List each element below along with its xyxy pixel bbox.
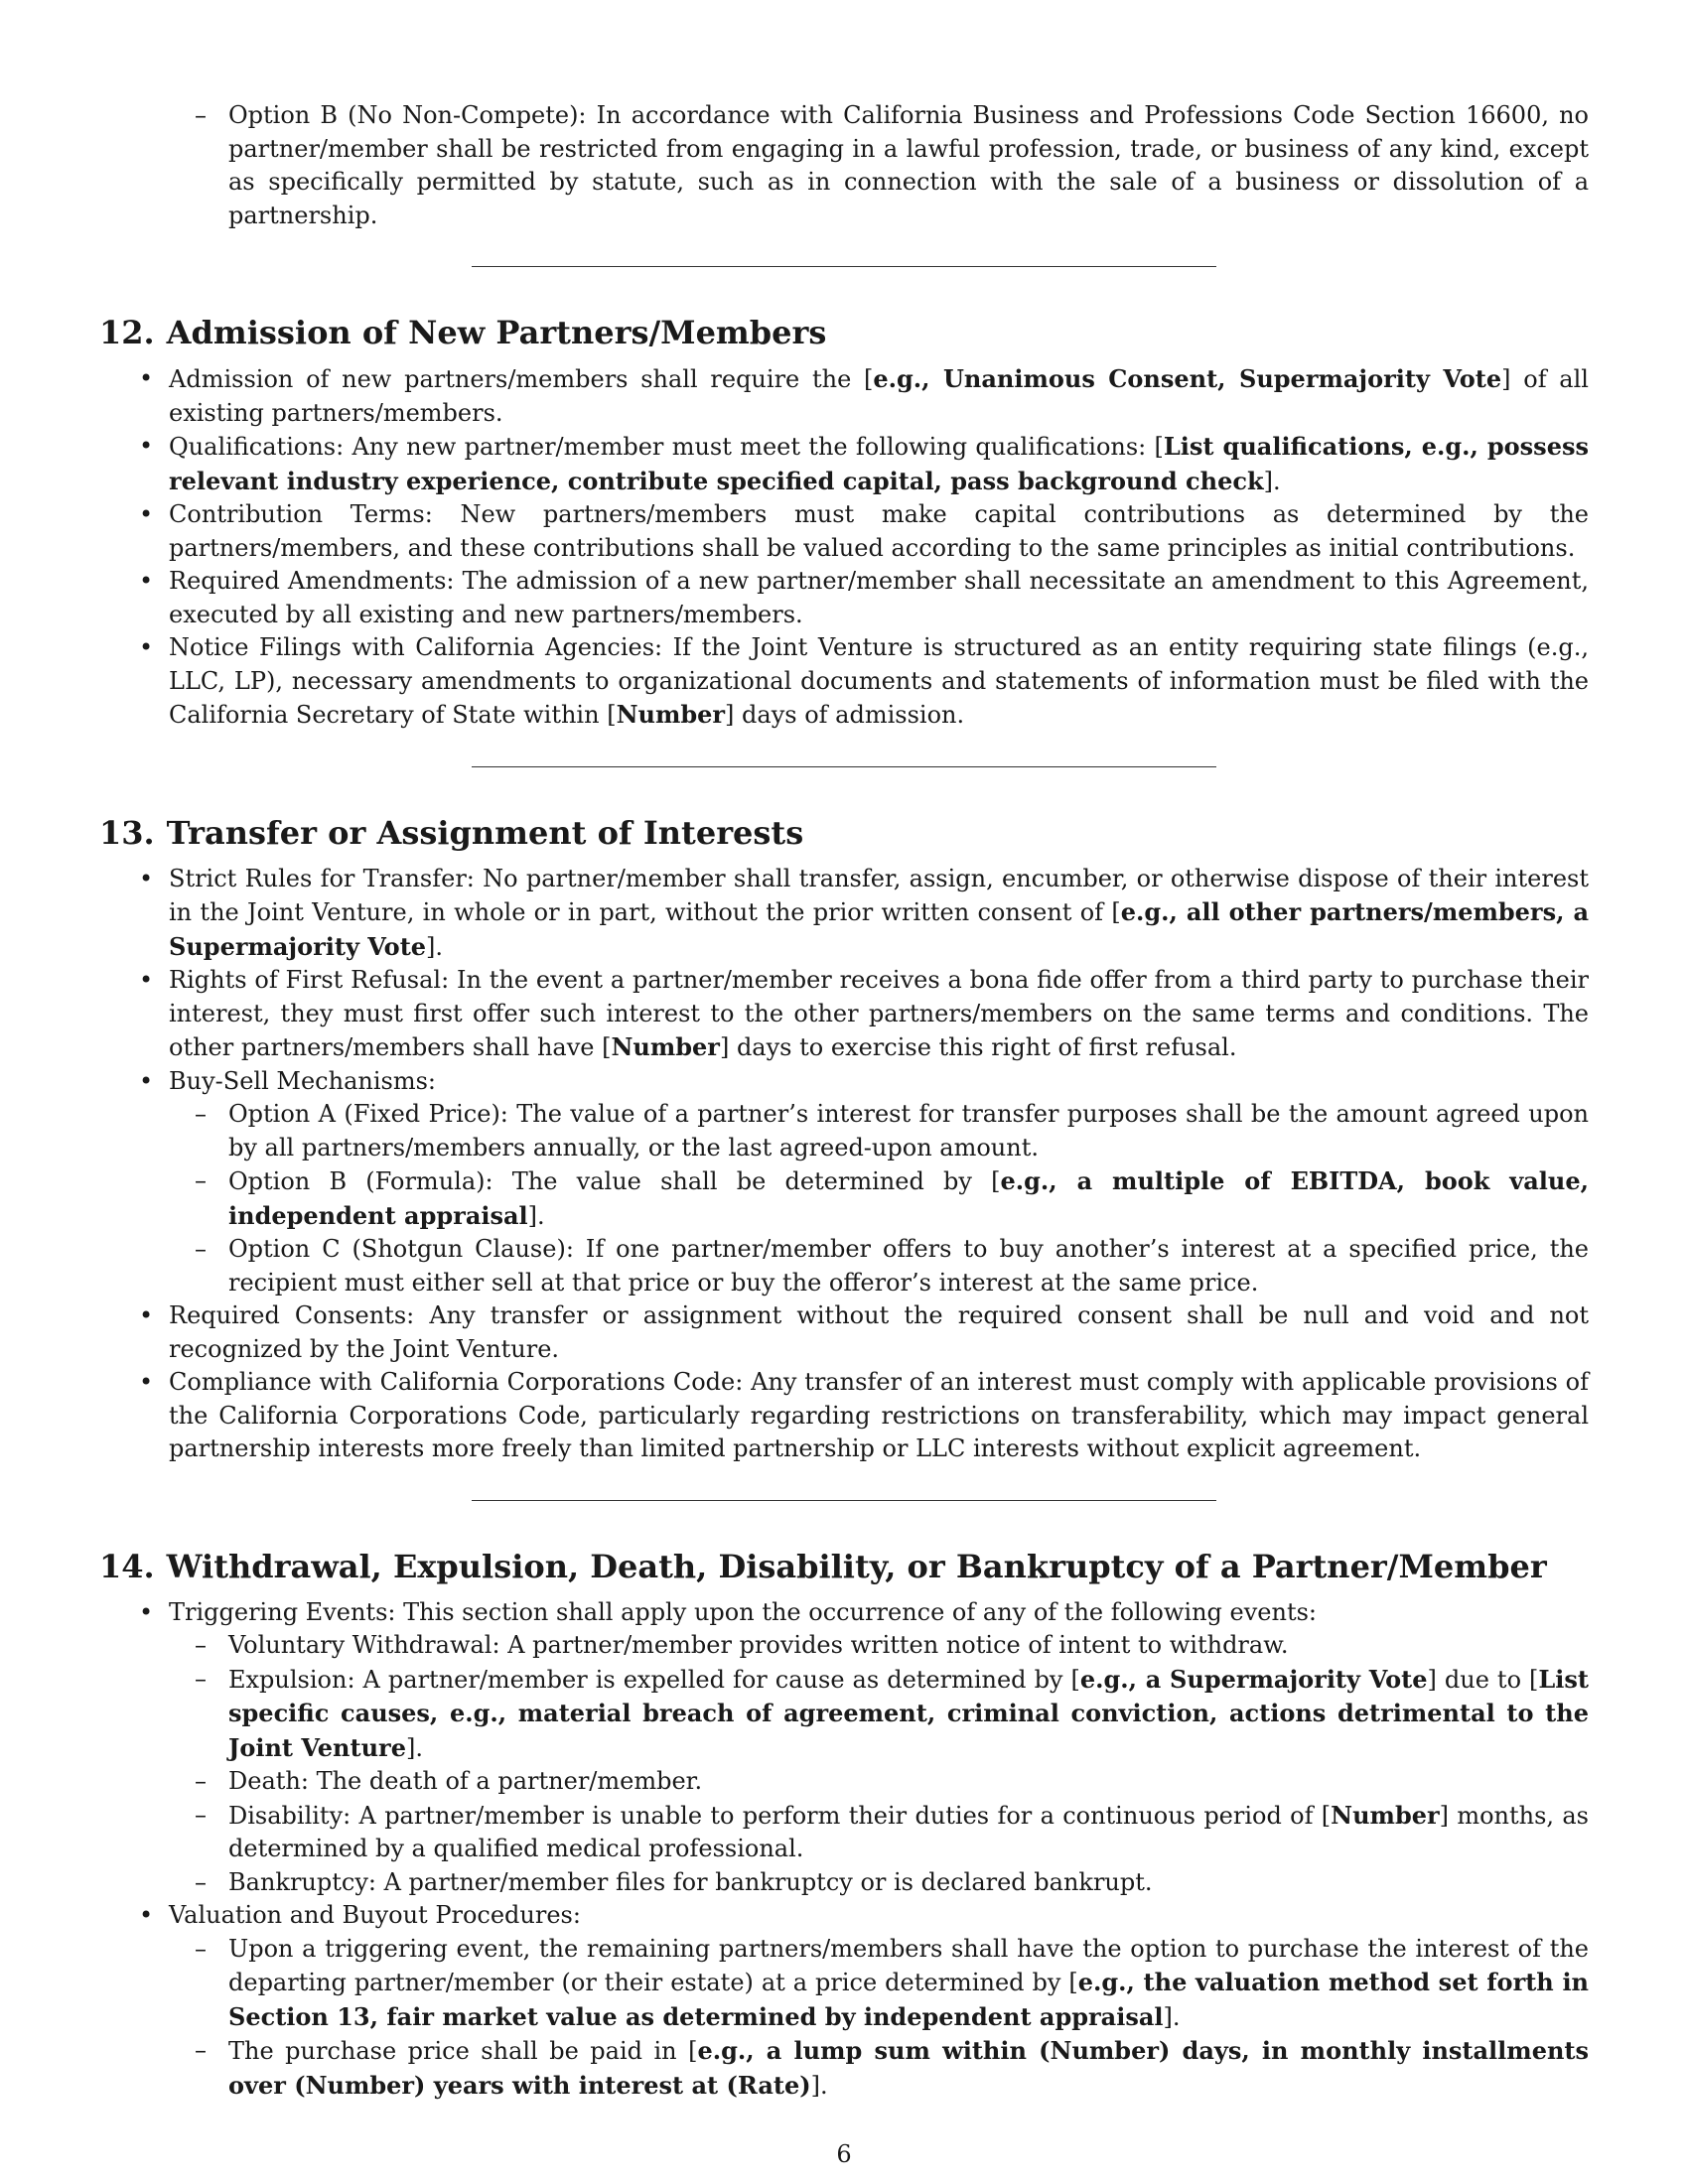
text: Option C (Shotgun Clause): If one partner/member offers to buy another’s interest at a specified price, the recipient must either sell at that price or buy the offeror’s interest at the same price. (228, 1235, 1589, 1297)
text: Required Consents: Any transfer or assignment without the required consent shall be null and void and not recognized by the Joint Venture. (169, 1301, 1589, 1363)
text: ] months, as determined by a qualified medical professional. (228, 1801, 1589, 1862)
text: Voluntary Withdrawal: A partner/member provides written notice of intent to withdraw. (228, 1631, 1289, 1659)
list-item (169, 362, 1589, 430)
section-title: Transfer or Assignment of Interests (166, 813, 804, 852)
section-title: Admission of New Partners/Members (166, 314, 827, 351)
sub-list (169, 1098, 1589, 1299)
text: ]. (405, 1733, 423, 1762)
bullet-list (99, 863, 1589, 1466)
bullet-list (99, 362, 1589, 733)
list-item (169, 430, 1589, 498)
text: ] days to exercise this right of first refusal. (719, 1033, 1237, 1061)
bullet-list (99, 1596, 1589, 2104)
sub-list-item (228, 1765, 1589, 1799)
section-number: 13. (99, 813, 155, 852)
section-title: Withdrawal, Expulsion, Death, Disability, or Bankruptcy of a Partner/Member (166, 1547, 1547, 1585)
placeholder-text: Number (611, 1032, 720, 1061)
text: Strict Rules for Transfer: No partner/member shall transfer, assign, encumber, or otherwise dispose of their interest in the Joint Venture, in whole or in part, without the prior written consent of [ (169, 864, 1589, 926)
placeholder-text: e.g., all other partners/members, a Supermajority Vote (169, 897, 1590, 961)
list-item (169, 1596, 1589, 1900)
list-item (169, 964, 1589, 1065)
text: ] of all existing partners/members. (169, 365, 1589, 427)
list-item (169, 1065, 1589, 1300)
sub-list-item (228, 1098, 1589, 1164)
sub-list-item (228, 1866, 1589, 1900)
list-item (169, 1899, 1589, 2103)
text: Rights of First Refusal: In the event a partner/member receives a bona fide offer from a third party to purchase their interest, they must first offer such interest to the other partners/members on the same terms and conditions. The other partners/members shall have [ (169, 966, 1589, 1061)
text: ]. (1163, 2002, 1181, 2031)
section-heading-13 (99, 813, 1589, 853)
section-divider (472, 766, 1216, 767)
text: The purchase price shall be paid in [ (228, 2037, 698, 2065)
text: ]. (1263, 467, 1281, 495)
option-b-text: Option B (No Non-Compete): In accordance with California Business and Professions Code Section 16600, no partner/member shall be restricted from engaging in a lawful profession, trade, or business of any kind, except as specifically permitted by statute, such as in connection with the sale of a business or dissolution of a partnership. (228, 101, 1589, 229)
placeholder-text: List specific causes, e.g., material breach of agreement, criminal conviction, actions detrimental to the Joint Venture (228, 1664, 1590, 1762)
placeholder-text: e.g., Unanimous Consent, Supermajority Vote (873, 364, 1502, 393)
text: ] due to [ (1427, 1665, 1539, 1694)
text: Triggering Events: This section shall apply upon the occurrence of any of the following events: (169, 1597, 1317, 1626)
list-item (169, 565, 1589, 631)
text: Bankruptcy: A partner/member files for bankruptcy or is declared bankrupt. (228, 1867, 1153, 1896)
sub-list (169, 1933, 1589, 2104)
list-item (169, 631, 1589, 733)
section-number: 14. (99, 1547, 155, 1585)
text: Qualifications: Any new partner/member must meet the following qualifications: [ (169, 433, 1164, 461)
sub-list-item (228, 1799, 1589, 1866)
text: ]. (426, 932, 444, 961)
placeholder-text: Number (1331, 1800, 1440, 1830)
option-list (99, 99, 1589, 232)
section-heading-14 (99, 1547, 1589, 1586)
placeholder-text: Number (616, 700, 726, 729)
page-content (99, 99, 1589, 2103)
page-number: 6 (836, 2140, 852, 2168)
text: Option B (Formula): The value shall be determined by [ (228, 1167, 1001, 1195)
sub-list-item (228, 1164, 1589, 1233)
text: Upon a triggering event, the remaining partners/members shall have the option to purchase the interest of the departing partner/member (or their estate) at a price determined by [ (228, 1934, 1589, 1996)
sub-list-item (228, 1629, 1589, 1663)
text: Expulsion: A partner/member is expelled for cause as determined by [ (228, 1665, 1080, 1694)
list-item (169, 1299, 1589, 1366)
sub-list-item (228, 1663, 1589, 1766)
list-item (169, 863, 1589, 965)
placeholder-text: e.g., a lump sum within (Number) days, in monthly installments over (Number) years with interest at (Rate) (228, 2036, 1590, 2100)
text: Admission of new partners/members shall require the [ (169, 365, 874, 393)
section-divider (472, 1500, 1216, 1501)
placeholder-text: e.g., a multiple of EBITDA, book value, independent appraisal (228, 1166, 1589, 1230)
sub-list-item (228, 1933, 1589, 2035)
text: Death: The death of a partner/member. (228, 1767, 703, 1795)
list-item (169, 1366, 1589, 1466)
sub-list (169, 1629, 1589, 1899)
text: ] days of admission. (725, 701, 965, 729)
section-number: 12. (99, 314, 155, 351)
text: Contribution Terms: New partners/members must make capital contributions as determined by the partners/members, and these contributions shall be valued according to the same principles as initial contributions. (169, 500, 1589, 562)
text: Buy-Sell Mechanisms: (169, 1066, 436, 1095)
list-item (169, 498, 1589, 565)
text: Required Amendments: The admission of a new partner/member shall necessitate an amendment to this Agreement, executed by all existing and new partners/members. (169, 567, 1589, 628)
text: Disability: A partner/member is unable to perform their duties for a continuous period of [ (228, 1801, 1332, 1830)
section-divider (472, 266, 1216, 267)
text: Option A (Fixed Price): The value of a partner’s interest for transfer purposes shall be the amount agreed upon by all partners/members annually, or the last agreed-upon amount. (228, 1100, 1589, 1161)
placeholder-text: e.g., the valuation method set forth in Section 13, fair market value as determined by independent appraisal (228, 1968, 1590, 2031)
sub-list-item (228, 2034, 1589, 2103)
section-heading-12 (99, 313, 1589, 352)
text: Compliance with California Corporations Code: Any transfer of an interest must comply with applicable provisions of the California Corporations Code, particularly regarding restrictions on transferability, which may impact general partnership interests more freely than limited partnership or LLC interests without explicit agreement. (169, 1368, 1589, 1462)
sub-list-item (228, 1233, 1589, 1299)
text: ]. (810, 2071, 828, 2100)
placeholder-text: e.g., a Supermajority Vote (1079, 1664, 1428, 1694)
text: Notice Filings with California Agencies: If the Joint Venture is structured as an entity requiring state filings (e.g., LLC, LP), necessary amendments to organizational documents and statements of information must be filed with the California Secretary of State within [ (169, 633, 1589, 729)
text: Valuation and Buyout Procedures: (169, 1901, 581, 1929)
placeholder-text: List qualifications, e.g., possess relevant industry experience, contribute specified capital, pass background check (169, 432, 1589, 495)
text: ]. (527, 1201, 545, 1230)
list-item (228, 99, 1589, 232)
